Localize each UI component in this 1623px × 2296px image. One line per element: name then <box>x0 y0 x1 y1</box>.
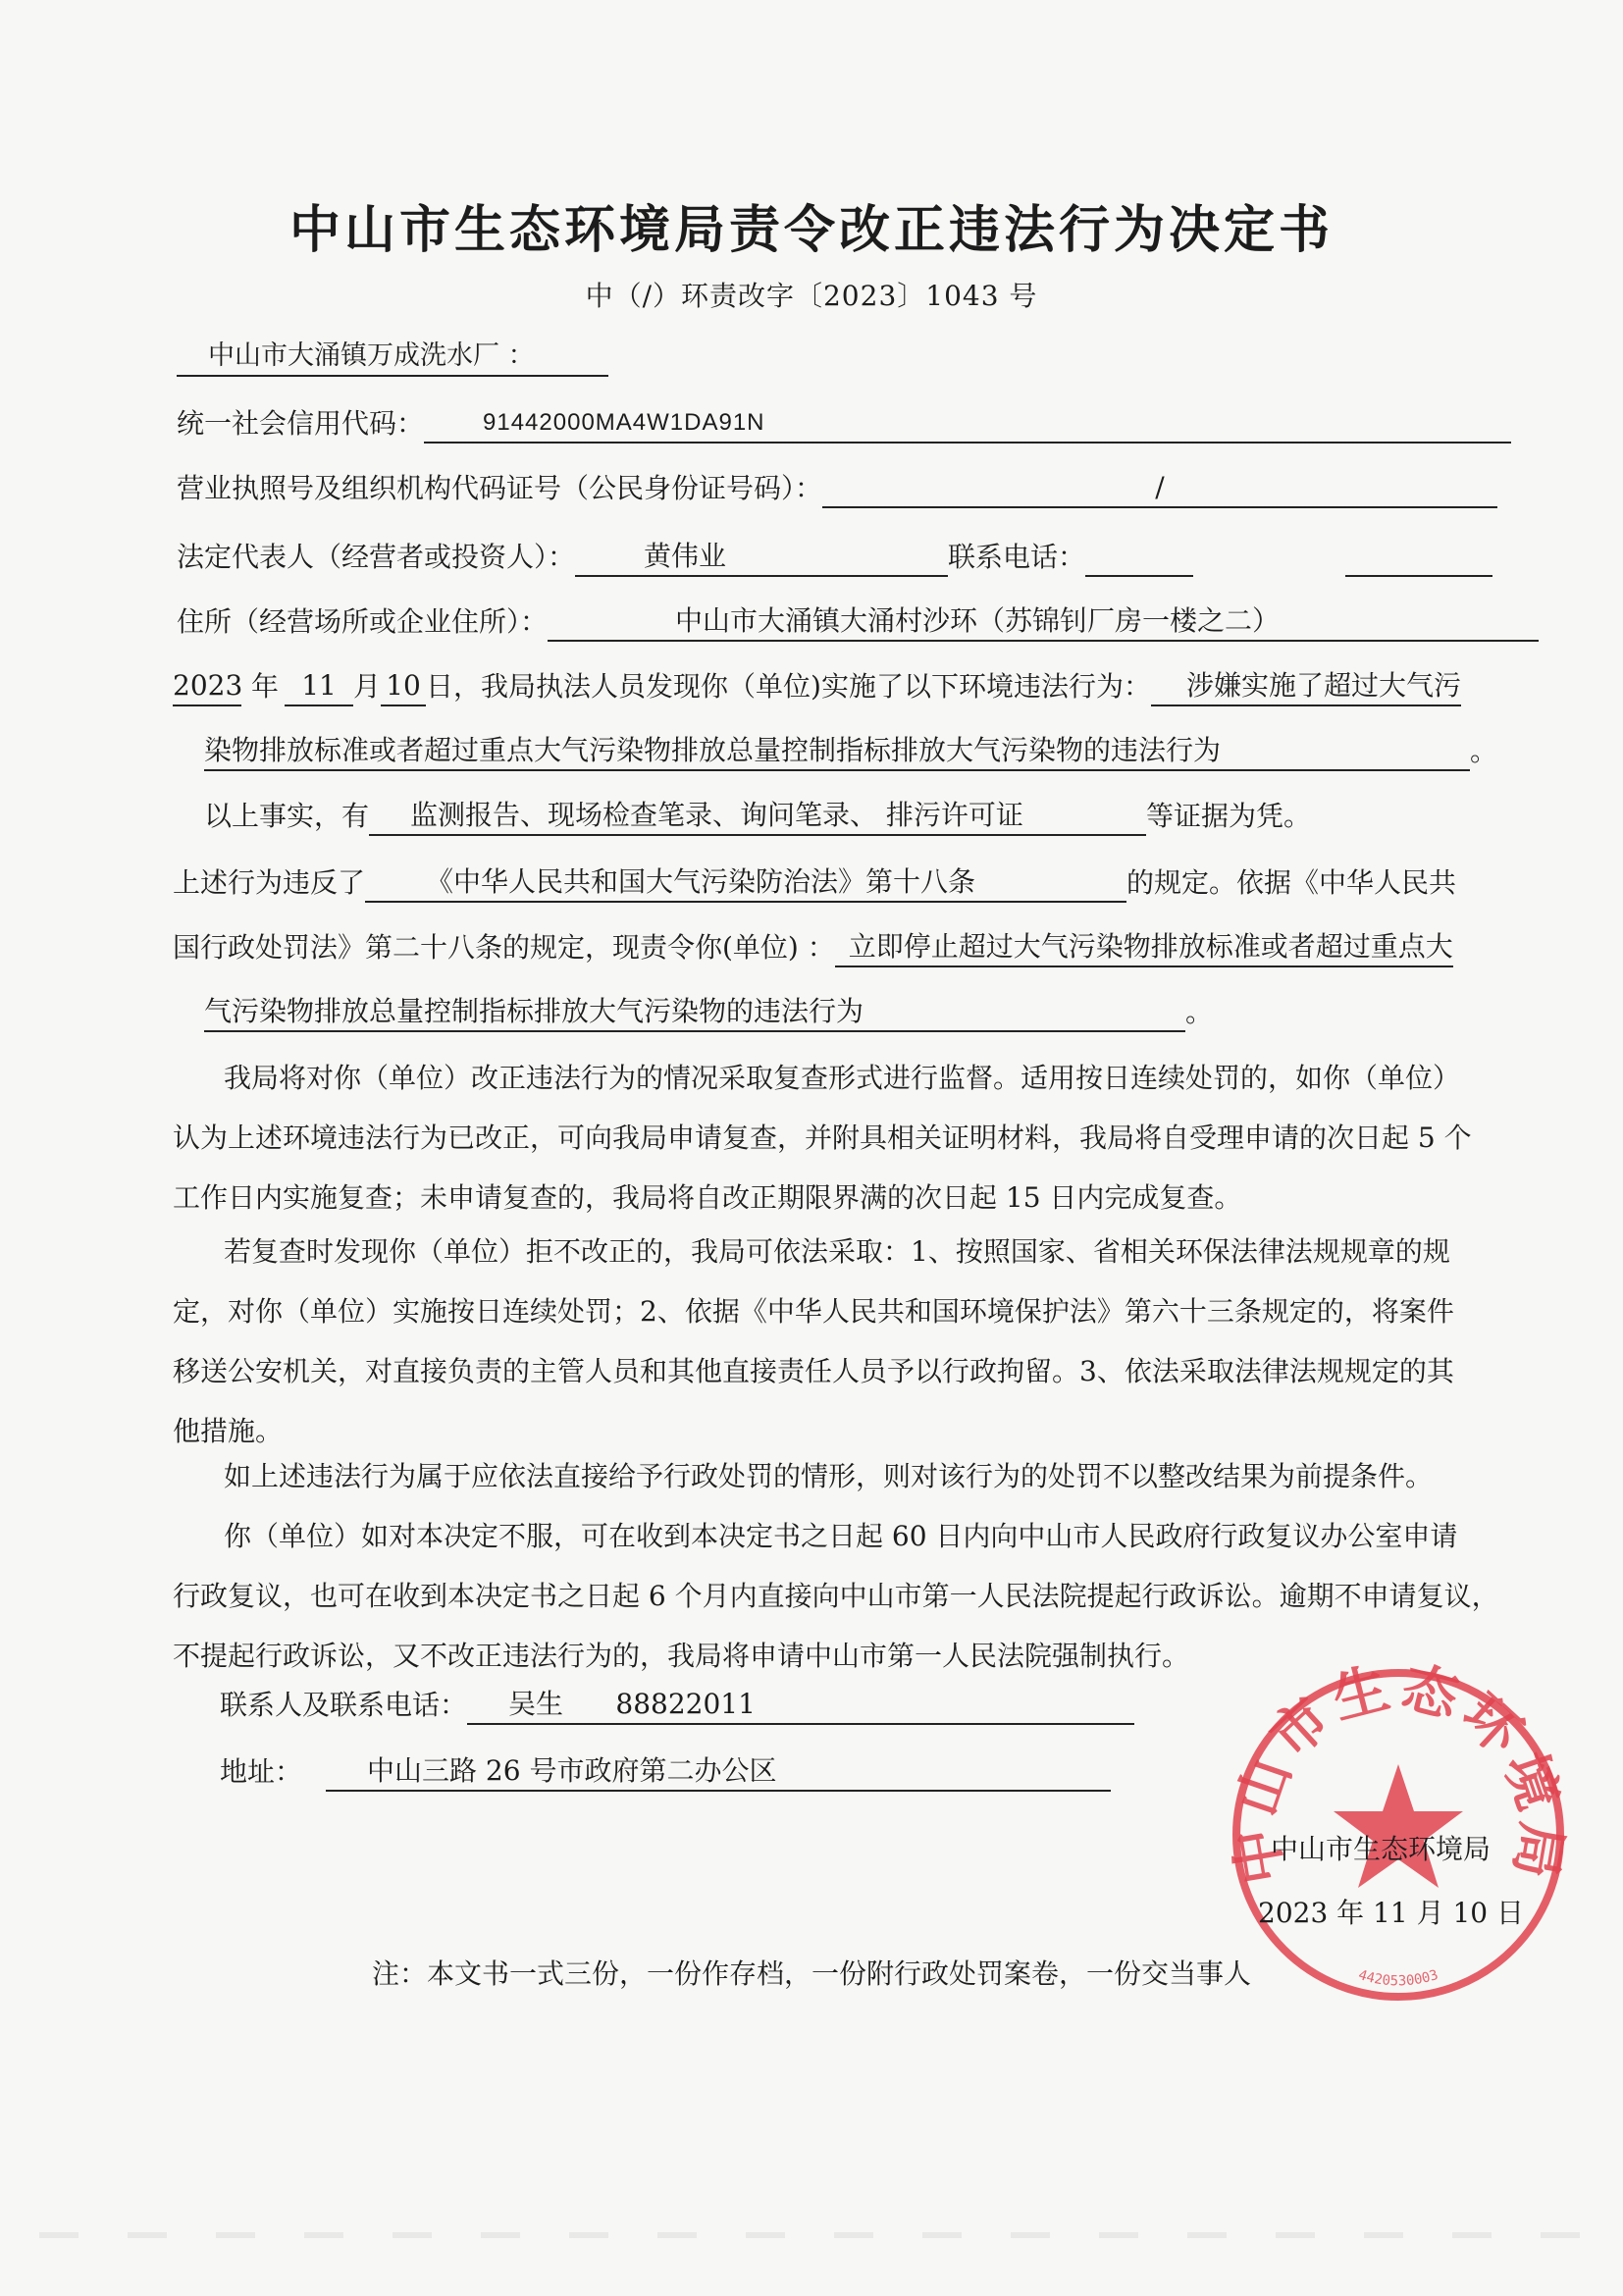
license-label: 营业执照号及组织机构代码证号（公民身份证号码）： <box>177 472 823 504</box>
footnote: 注：本文书一式三份，一份作存档，一份附行政处罚案卷，一份交当事人 <box>371 1957 1251 1990</box>
paragraph-refusal-line: 若复查时发现你（单位）拒不改正的，我局可依法采取：1、按照国家、省相关环保法律法规规章的规 <box>224 1235 1450 1268</box>
credit-code-value: 91442000MA4W1DA91N <box>424 404 1511 444</box>
paragraph-refusal-line: 他措施。 <box>173 1415 284 1447</box>
license-row <box>177 469 1497 508</box>
order-end: 。 <box>1185 996 1214 1028</box>
violation-basis-law: 《中华人民共和国大气污染防治法》第十八条 <box>365 863 1126 903</box>
contact-address-label: 地址： <box>220 1755 303 1788</box>
order-line-2: 气污染物排放总量控制指标排放大气污染物的违法行为 <box>204 993 1185 1032</box>
legal-rep-row <box>177 538 1492 577</box>
issuing-organization: 中山市生态环境局 <box>1271 1833 1492 1865</box>
evidence-row <box>204 797 1311 836</box>
contact-address-row <box>220 1752 1111 1792</box>
credit-code-row <box>177 404 1511 444</box>
violation-basis-prefix: 上述行为违反了 <box>173 866 366 899</box>
finding-line-2 <box>204 732 1497 771</box>
phone-value-part2 <box>1345 575 1492 577</box>
finding-year-suffix: 年 <box>251 670 280 703</box>
recipient-name: 中山市大涌镇万成洗水厂 ： <box>177 338 608 377</box>
address-label: 住所（经营场所或企业住所）： <box>177 605 549 638</box>
license-value: / <box>822 469 1497 508</box>
paragraph-penalty-line: 如上述违法行为属于应依法直接给予行政处罚的情形，则对该行为的处罚不以整改结果为前提条件。 <box>224 1460 1434 1492</box>
issue-date: 2023 年 11 月 10 日 <box>1258 1897 1525 1929</box>
document-title: 中山市生态环境局责令改正违法行为决定书 <box>288 201 1334 260</box>
violation-line-2: 染物排放标准或者超过重点大气污染物排放总量控制指标排放大气污染物的违法行为 <box>204 732 1470 771</box>
paragraph-refusal-line: 移送公安机关，对直接负责的主管人员和其他直接责任人员予以行政拘留。3、依法采取法律法规规定的其 <box>173 1355 1454 1387</box>
paragraph-penalty <box>173 1446 1527 1506</box>
violation-basis-row <box>173 863 1456 903</box>
credit-code-label: 统一社会信用代码： <box>177 407 425 440</box>
document-number: 中（/）环责改字〔2023〕1043 号 <box>585 280 1038 312</box>
legal-rep-value: 黄伟业 <box>575 538 948 577</box>
legal-rep-label: 法定代表人（经营者或投资人）： <box>177 541 576 573</box>
paragraph-appeal-line: 行政复议，也可在收到本决定书之日起 6 个月内直接向中山市第一人民法院提起行政诉讼。逾期不申请复议， <box>173 1580 1499 1612</box>
svg-text:4420530003: 4420530003 <box>1356 1966 1440 1990</box>
finding-day: 10 <box>381 667 426 706</box>
finding-line-1 <box>173 667 1461 706</box>
paragraph-refusal <box>173 1222 1527 1461</box>
finding-month: 11 <box>285 667 353 706</box>
order-row-1 <box>173 928 1453 967</box>
evidence-suffix: 等证据为凭。 <box>1146 800 1312 832</box>
finding-year: 2023 <box>173 667 241 706</box>
violation-basis-suffix: 的规定。依据《中华人民共 <box>1126 866 1457 899</box>
svg-text:中山市生态环境局: 中山市生态环境局 <box>1223 1658 1574 1889</box>
address-row <box>177 602 1539 642</box>
finding-month-suffix: 月 <box>353 670 382 703</box>
paragraph-appeal-line: 你（单位）如对本决定不服，可在收到本决定书之日起 60 日内向中山市人民政府行政复议办公室申请 <box>224 1520 1458 1552</box>
paragraph-refusal-line: 定，对你（单位）实施按日连续处罚；2、依据《中华人民共和国环境保护法》第六十三条规定的，将案件 <box>173 1295 1454 1328</box>
violation-line-1: 涉嫌实施了超过大气污 <box>1151 667 1461 706</box>
recipient-line <box>177 338 608 377</box>
evidence-prefix: 以上事实，有 <box>204 800 370 832</box>
contact-label: 联系人及联系电话： <box>220 1689 468 1721</box>
contact-row <box>220 1686 1134 1725</box>
finding-text: 日，我局执法人员发现你（单位)实施了以下环境违法行为： <box>426 670 1151 703</box>
address-value: 中山市大涌镇大涌村沙环（苏锦钊厂房一楼之二） <box>548 602 1539 642</box>
finding-end: 。 <box>1470 735 1498 767</box>
paragraph-review-line: 认为上述环境违法行为已改正，可向我局申请复查，并附具相关证明材料，我局将自受理申请的次日起 5 个 <box>173 1122 1472 1154</box>
contact-address-value: 中山三路 26 号市政府第二办公区 <box>326 1752 1111 1792</box>
order-line-1: 立即停止超过大气污染物排放标准或者超过重点大 <box>835 928 1453 967</box>
evidence-value: 监测报告、现场检查笔录、询问笔录、 排污许可证 <box>369 797 1146 836</box>
scan-artifact <box>39 2232 1580 2238</box>
paragraph-appeal-line: 不提起行政诉讼，又不改正违法行为的，我局将申请中山市第一人民法院强制执行。 <box>173 1640 1190 1672</box>
paragraph-review-line: 我局将对你（单位）改正违法行为的情况采取复查形式进行监督。适用按日连续处罚的，如你（单位） <box>224 1062 1461 1094</box>
contact-value: 吴生 88822011 <box>467 1686 1134 1725</box>
phone-value-part1 <box>1085 575 1193 577</box>
order-prefix: 国行政处罚法》第二十八条的规定，现责令你(单位) ： <box>173 931 835 964</box>
paragraph-review-line: 工作日内实施复查；未申请复查的，我局将自改正期限界满的次日起 15 日内完成复查。 <box>173 1181 1242 1214</box>
order-row-2 <box>204 993 1213 1032</box>
phone-label: 联系电话： <box>948 541 1086 573</box>
paragraph-review <box>173 1048 1527 1227</box>
